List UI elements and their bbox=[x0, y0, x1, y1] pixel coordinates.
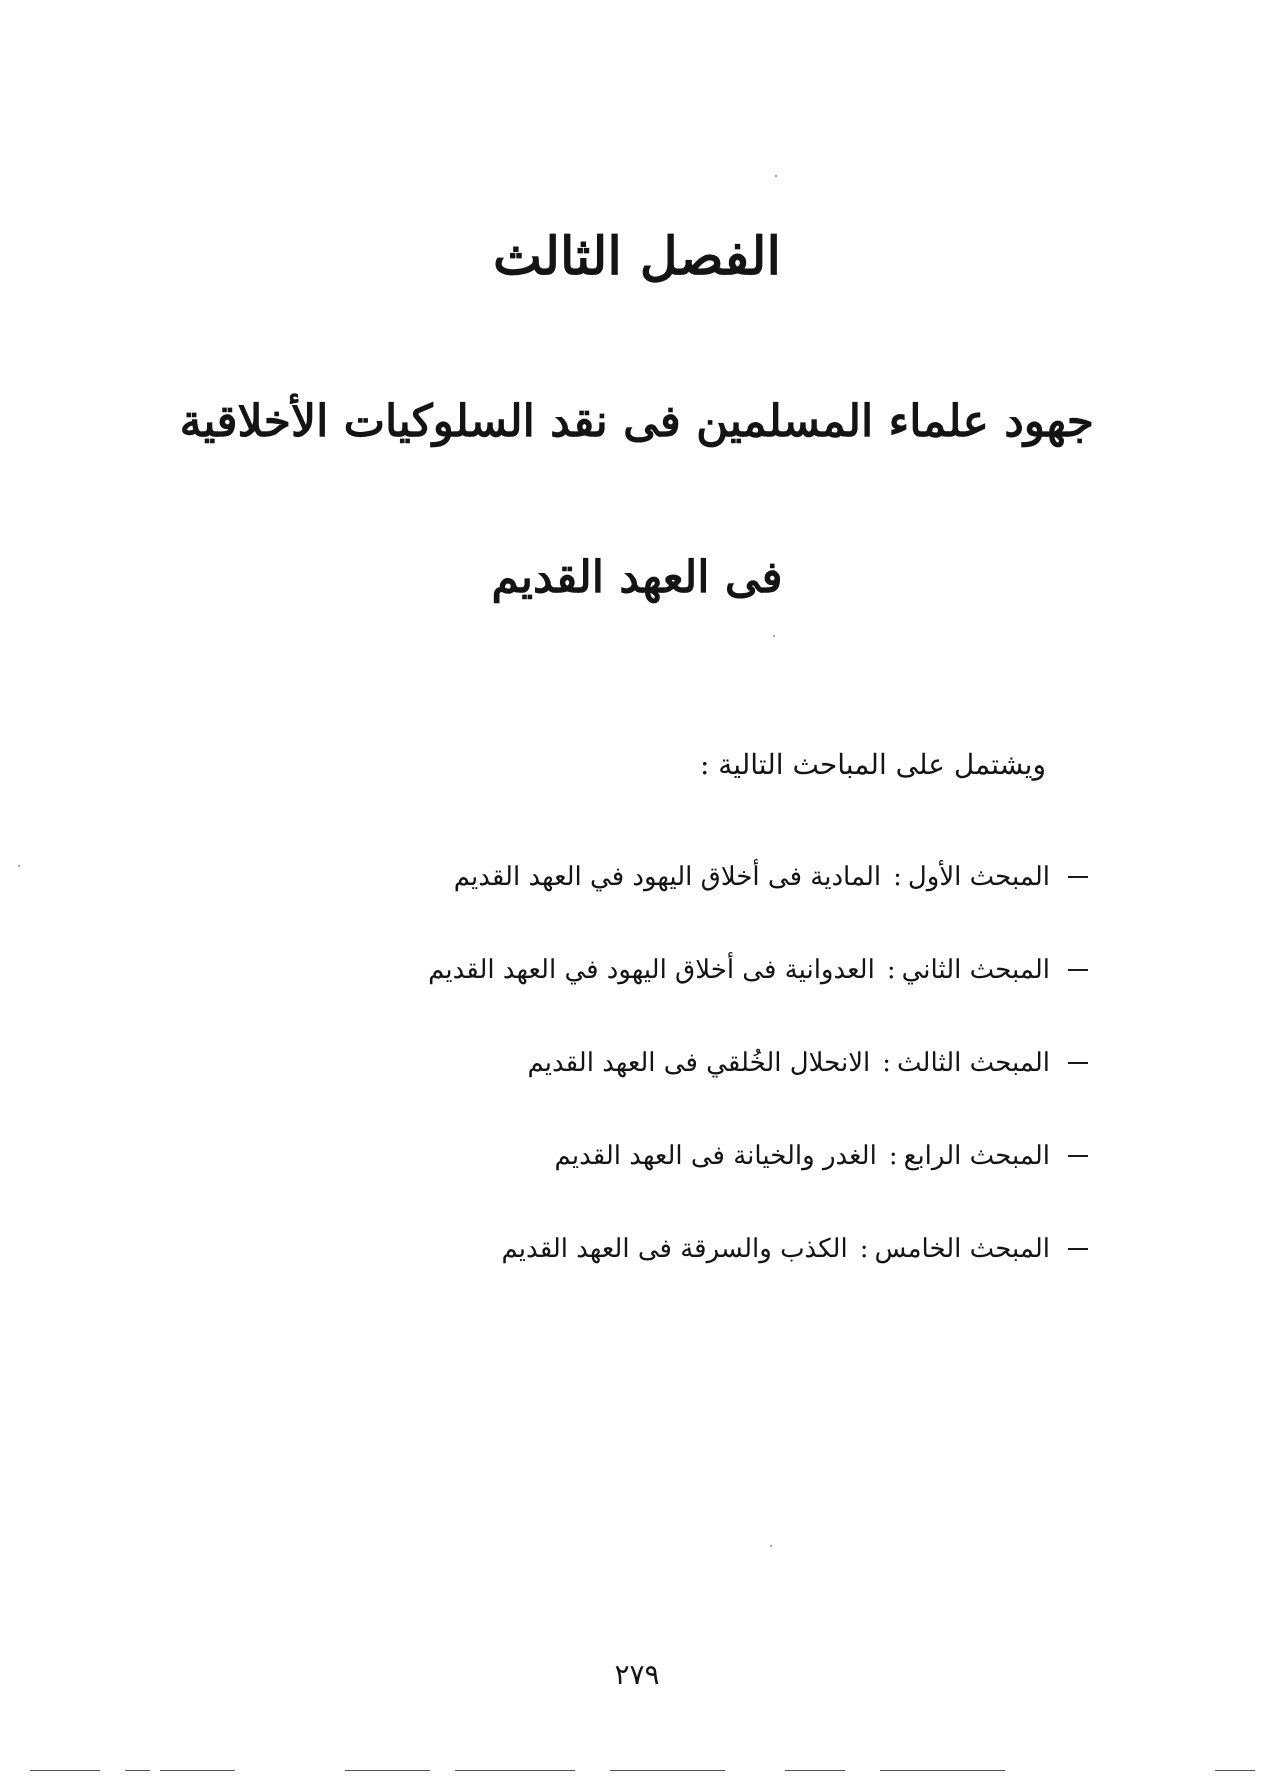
chapter-subtitle-line-2: فى العهد القديم bbox=[491, 552, 783, 603]
section-colon: : bbox=[893, 861, 902, 892]
scan-artifact-line bbox=[30, 1770, 100, 1771]
section-item bbox=[428, 1016, 1088, 1109]
scan-speck bbox=[775, 175, 777, 177]
scan-speck bbox=[770, 1545, 772, 1547]
section-title: المادية فى أخلاق اليهود في العهد القديم bbox=[453, 861, 882, 892]
page-number: ٢٧٩ bbox=[614, 1658, 660, 1691]
dash-bullet bbox=[1068, 876, 1088, 878]
dash-bullet bbox=[1068, 969, 1088, 971]
section-title: الغدر والخيانة فى العهد القديم bbox=[554, 1140, 877, 1171]
section-colon: : bbox=[888, 1140, 898, 1171]
section-label: المبحث الثالث bbox=[897, 1047, 1050, 1078]
dash-bullet bbox=[1068, 1248, 1088, 1250]
section-item bbox=[428, 1202, 1088, 1295]
scan-artifact-line bbox=[1215, 1770, 1255, 1771]
section-colon: : bbox=[886, 954, 896, 985]
chapter-subtitle-line-1: جهود علماء المسلمين فى نقد السلوكيات الأخلاقية bbox=[179, 396, 1094, 447]
scan-artifact-line bbox=[345, 1770, 430, 1771]
section-label: المبحث الأول bbox=[907, 861, 1050, 892]
section-item bbox=[428, 1109, 1088, 1202]
dash-bullet bbox=[1068, 1062, 1088, 1064]
section-item bbox=[428, 923, 1088, 1016]
scan-artifact-line bbox=[610, 1770, 725, 1771]
dash-bullet bbox=[1068, 1155, 1088, 1157]
section-title: الانحلال الخُلقي فى العهد القديم bbox=[527, 1047, 871, 1078]
section-title: العدوانية فى أخلاق اليهود في العهد القديم bbox=[428, 954, 875, 985]
scan-artifact-line bbox=[125, 1770, 150, 1771]
section-label: المبحث الخامس bbox=[874, 1233, 1050, 1264]
section-label: المبحث الثاني bbox=[901, 954, 1050, 985]
scan-artifact-line bbox=[160, 1770, 235, 1771]
section-item bbox=[428, 830, 1088, 923]
scan-artifact-line bbox=[455, 1770, 575, 1771]
section-colon: : bbox=[882, 1047, 892, 1078]
section-title: الكذب والسرقة فى العهد القديم bbox=[501, 1233, 848, 1264]
scan-speck bbox=[773, 635, 775, 637]
section-label: المبحث الرابع bbox=[903, 1140, 1050, 1171]
scan-artifact-line bbox=[785, 1770, 845, 1771]
section-colon: : bbox=[859, 1233, 869, 1264]
scan-speck bbox=[18, 865, 20, 867]
scan-artifact-line bbox=[880, 1770, 1005, 1771]
contents-intro: ويشتمل على المباحث التالية : bbox=[699, 748, 1046, 781]
chapter-title: الفصل الثالث bbox=[493, 226, 781, 287]
sections-list bbox=[428, 830, 1088, 1295]
